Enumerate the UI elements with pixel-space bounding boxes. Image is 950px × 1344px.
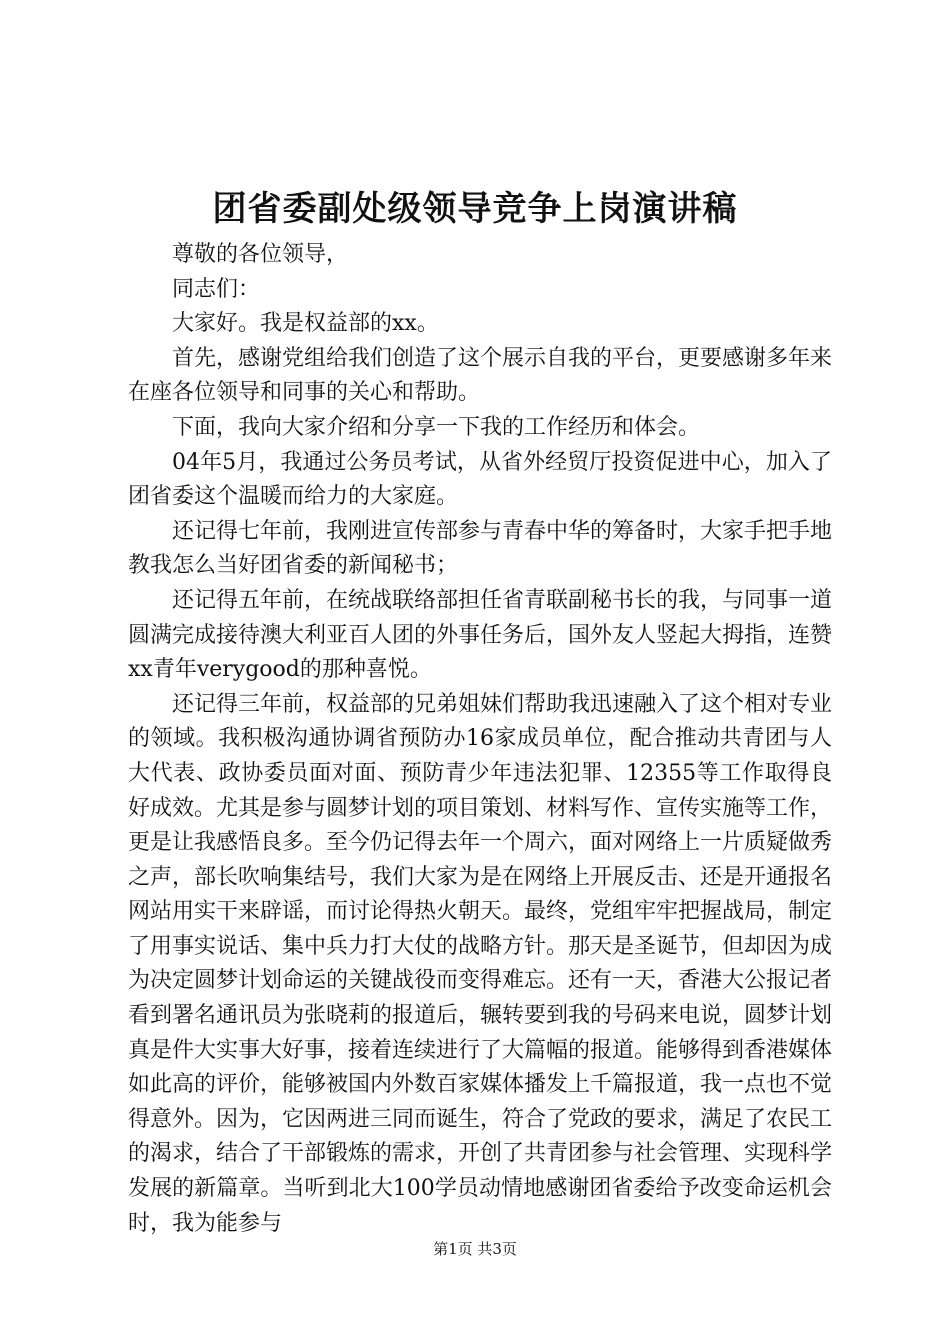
paragraph-three-years: 还记得三年前，权益部的兄弟姐妹们帮助我迅速融入了这个相对专业的领域。我积极沟通协调省预防办16家成员单位，配合推动共青团与人大代表、政协委员面对面、预防青少年违法犯罪、12355等工作取得良好成效。尤其是参与圆梦计划的项目策划、材料写作、宣传实施等工作，更是让我感悟良多。至今仍记得去年一个周六，面对网络上一片质疑做秀之声，部长吹响集结号，我们大家为是在网络上开展反击、还是开通报名网站用实干来辟谣，而讨论得热火朝天。最终，党组牢牢把握战局，制定了用事实说话、集中兵力打大仗的战略方针。那天是圣诞节，但却因为成为决定圆梦计划命运的关键战役而变得难忘。还有一天，香港大公报记者看到署名通讯员为张晓莉的报道后，辗转要到我的号码来电说，圆梦计划真是件大实事大好事，接着连续进行了大篇幅的报道。能够得到香港媒体如此高的评价，能够被国内外数百家媒体播发上千篇报道，我一点也不觉得意外。因为，它因两进三同而诞生，符合了党政的要求，满足了农民工的渴求，结合了干部锻炼的需求，开创了共青团参与社会管理、实现科学发展的新篇章。当听到北大100学员动情地感谢团省委给予改变命运机会时，我为能参与	[128, 691, 833, 1236]
page-footer: 第1页 共3页	[433, 1240, 517, 1258]
document-body	[128, 238, 832, 1241]
paragraph-salutation-2: 同志们：	[172, 276, 261, 302]
paragraph-salutation: 尊敬的各位领导，	[172, 242, 349, 267]
paragraph-seven-years: 还记得七年前，我刚进宣传部参与青春中华的筹备时，大家手把手地教我怎么当好团省委的新闻秘书；	[128, 518, 833, 579]
page-title: 团省委副处级领导竞争上岗演讲稿	[212, 189, 738, 229]
paragraph-joining: 04年5月，我通过公务员考试，从省外经贸厅投资促进中心，加入了团省委这个温暖而给力的大家庭。	[128, 449, 832, 510]
paragraph-greeting: 大家好。我是权益部的xx。	[172, 311, 439, 337]
paragraph-intro: 下面，我向大家介绍和分享一下我的工作经历和体会。	[172, 414, 701, 440]
paragraph-five-years: 还记得五年前，在统战联络部担任省青联副秘书长的我，与同事一道圆满完成接待澳大利亚百人团的外事任务后，国外友人竖起大拇指，连赞xx青年verygood的那种喜悦。	[128, 587, 833, 683]
paragraph-thanks: 首先，感谢党组给我们创造了这个展示自我的平台，更要感谢多年来在座各位领导和同事的关心和帮助。	[128, 345, 833, 406]
